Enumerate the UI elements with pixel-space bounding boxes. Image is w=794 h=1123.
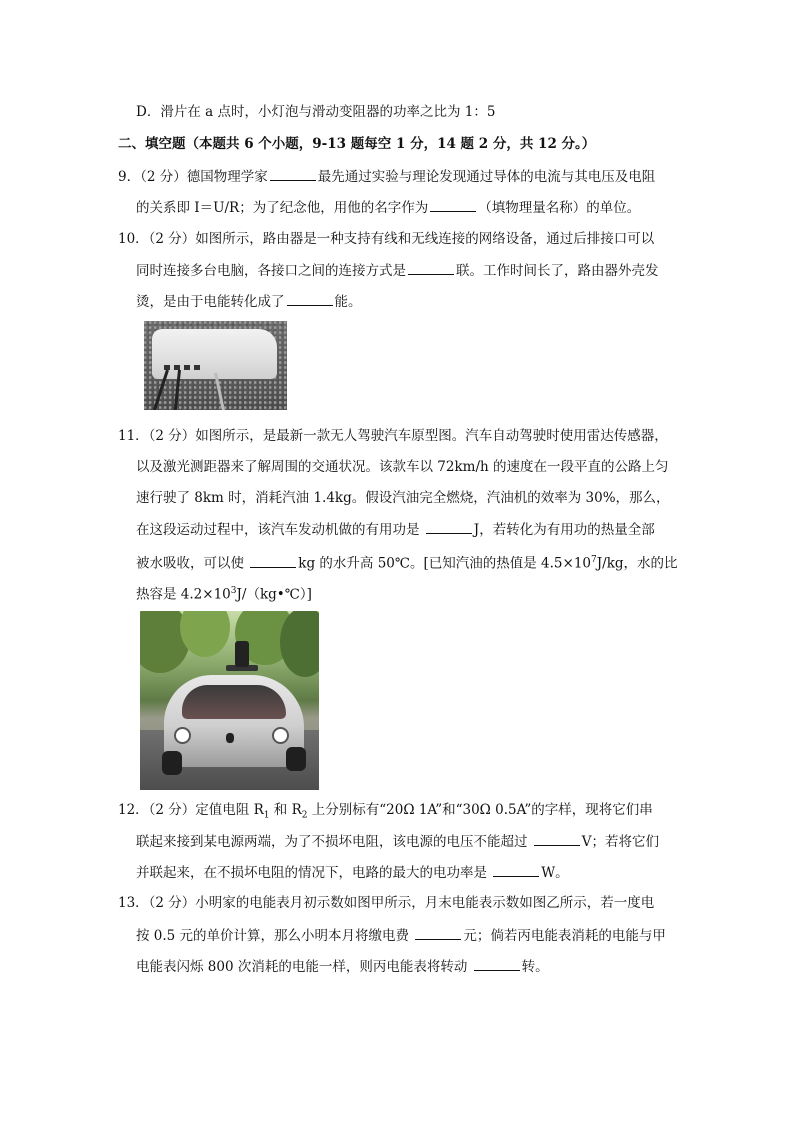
q11-exponent: 7: [591, 555, 597, 565]
q11-line-1: 11．（2 分）如图所示，是最新一款无人驾驶汽车原型图。汽车自动驾驶时使用雷达传感器，: [118, 428, 668, 444]
lidar-sensor: [235, 641, 249, 667]
q12-text: W。: [541, 865, 569, 881]
q10-line-3: [136, 291, 362, 312]
q12-text: 上分别标有“20Ω 1A”和“30Ω 0.5A”的字样，现将它们串: [307, 802, 653, 818]
q11-text: 热容是 4.2×10: [136, 586, 231, 603]
q12-line-3: [136, 862, 569, 883]
q9-text: 的关系即 I＝U/R；为了纪念他，用他的名字作为: [136, 200, 429, 216]
q9-text: 最先通过实验与理论发现通过导体的电流与其电压及电阻: [317, 169, 656, 185]
tree: [280, 611, 319, 677]
q11-line-2: 以及激光测距器来了解周围的交通状况。该款车以 72km/h 的速度在一段平直的公路上匀: [136, 459, 669, 475]
q9-text: 9．（2 分）德国物理学家: [118, 169, 268, 185]
q12-line-1: [118, 800, 653, 826]
q11-exponent: 3: [230, 586, 237, 596]
q12-line-2: [136, 831, 659, 852]
q9-line-1: [118, 166, 655, 187]
q13-text: 按 0.5 元的单价计算，那么小明本月将缴电费: [136, 928, 410, 944]
q11-line-5: [136, 550, 678, 574]
q10-blank-2: [287, 291, 333, 306]
q13-blank-2: [474, 956, 520, 971]
q13-line-1: 13．（2 分）小明家的电能表月初示数如图甲所示，月末电能表示数如图乙所示，若一度电: [118, 895, 655, 911]
q11-text: kg 的水升高 50℃。[已知汽油的热值是 4.5×10: [298, 555, 591, 572]
car-sensor: [226, 733, 234, 743]
q12-blank-1: [534, 831, 580, 846]
q13-line-3: [136, 956, 549, 977]
q11-text: J，若转化为有用功的热量全部: [473, 522, 655, 538]
router-image: [144, 321, 287, 410]
q9-blank-1: [270, 166, 316, 181]
q12-subscript: 2: [301, 810, 308, 821]
q10-text: 烫，是由于电能转化成了: [136, 294, 285, 310]
car-headlight: [174, 727, 191, 744]
router-port: [184, 365, 190, 370]
q10-line-1: 10．（2 分）如图所示，路由器是一种支持有线和无线连接的网络设备，通过后排接口可以: [118, 231, 655, 247]
q12-text: V；若将它们: [581, 834, 660, 850]
router-port: [194, 365, 200, 370]
q11-blank-1: [426, 519, 472, 534]
q11-line-4: [136, 519, 655, 540]
q10-text: 能。: [334, 294, 362, 310]
car-wheel: [162, 751, 182, 775]
car-window: [182, 685, 286, 719]
q12-text: 和 R: [269, 802, 302, 818]
q10-text: 同时连接多台电脑，各接口之间的连接方式是: [136, 263, 406, 279]
q11-line-6: [136, 581, 312, 605]
q13-text: 转。: [521, 959, 549, 975]
q13-line-2: [136, 925, 666, 946]
q9-text: （填物理量名称）的单位。: [478, 200, 641, 216]
q12-text: 12．（2 分）定值电阻 R: [118, 802, 264, 818]
car-body: [164, 675, 304, 767]
q11-blank-2: [250, 553, 296, 568]
q8-option-d: D．滑片在 a 点时，小灯泡与滑动变阻器的功率之比为 1：5: [136, 104, 496, 120]
router-body: [152, 329, 277, 379]
q12-text: 并联起来，在不损坏电阻的情况下，电路的最大的电功率是: [136, 865, 487, 881]
section-heading: 二、填空题（本题共 6 个小题，9-13 题每空 1 分，14 题 2 分，共 12 分。）: [118, 136, 596, 152]
q9-blank-2: [430, 197, 476, 212]
q12-subscript: 1: [263, 810, 270, 821]
q11-text: 在这段运动过程中，该汽车发动机做的有用功是: [136, 522, 420, 538]
self-driving-car-image: [140, 611, 319, 790]
q9-line-2: [136, 197, 640, 218]
q10-line-2: [136, 260, 659, 281]
q10-text: 联。工作时间长了，路由器外壳发: [456, 263, 659, 279]
q11-text: 被水吸收，可以使: [136, 555, 244, 572]
q11-line-3: 速行驶了 8km 时，消耗汽油 1.4kg。假设汽油完全燃烧，汽油机的效率为 30%，那么，: [136, 490, 670, 506]
q12-text: 联起来接到某电源两端，为了不损坏电阻，该电源的电压不能超过: [136, 834, 528, 850]
q10-blank-1: [408, 260, 454, 275]
q13-text: 电能表闪烁 800 次消耗的电能一样，则丙电能表将转动: [136, 959, 468, 975]
q13-blank-1: [415, 925, 461, 940]
car-headlight: [272, 727, 289, 744]
q11-text: J/kg，水的比: [596, 555, 678, 572]
q12-blank-2: [493, 862, 539, 877]
car-wheel: [286, 747, 306, 771]
q13-text: 元；倘若丙电能表消耗的电能与甲: [463, 928, 666, 944]
q11-text: J/（kg•℃）]: [236, 586, 312, 603]
